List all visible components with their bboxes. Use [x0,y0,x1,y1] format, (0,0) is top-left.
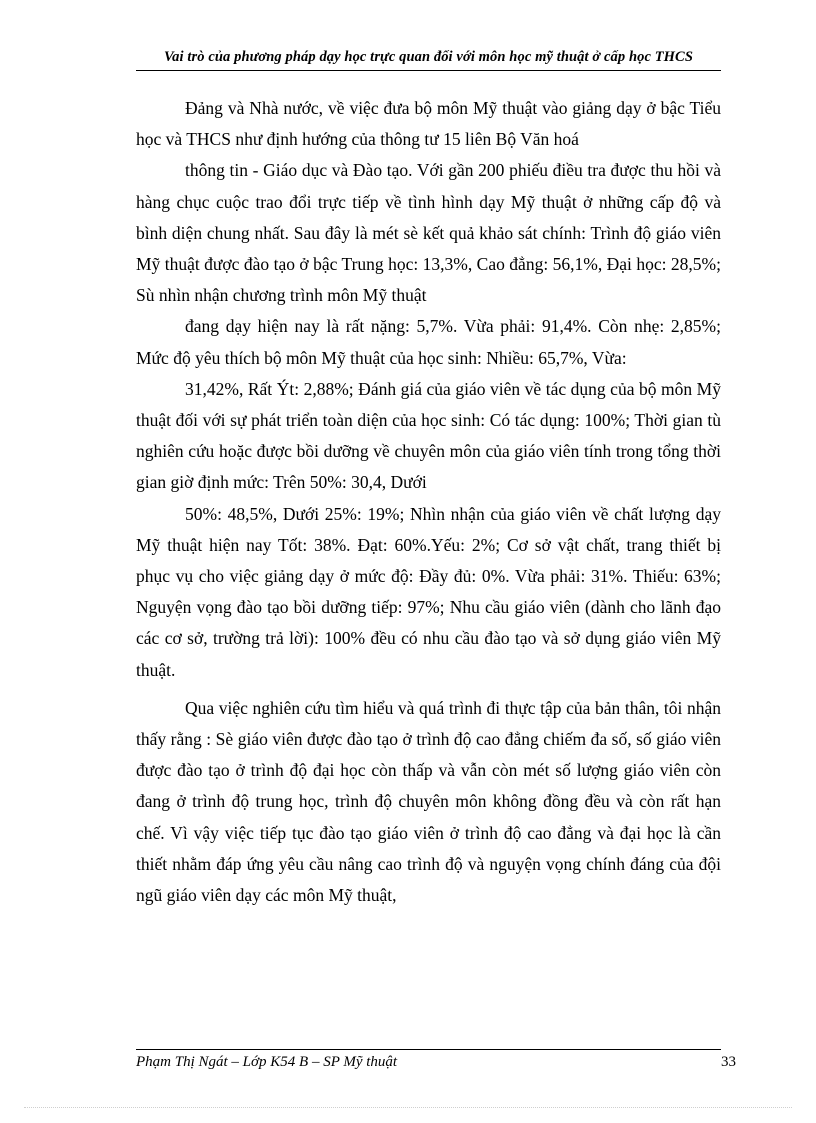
paragraph: Đảng và Nhà nước, về việc đưa bộ môn Mỹ thuật vào giảng dạy ở bậc Tiểu học và THCS như định hướng của thông tư 15 liên Bộ Văn hoá [136,98,721,150]
body-text [136,93,721,911]
header-divider [136,70,721,71]
paragraph: đang dạy hiện nay là rất nặng: 5,7%. Vừa phải: 91,4%. Còn nhẹ: 2,85%; Mức độ yêu thích bộ môn Mỹ thuật của học sinh: Nhiều: 65,7%, Vừa: [136,316,721,368]
running-header-title: Vai trò của phương pháp dạy học trực quan đối với môn học mỹ thuật ở cấp học THCS [164,49,693,65]
footer-divider [136,1049,721,1050]
page-bottom-border [24,1107,792,1108]
footer-author: Phạm Thị Ngát – Lớp K54 B – SP Mỹ thuật [136,1054,398,1070]
paragraph: 50%: 48,5%, Dưới 25%: 19%; Nhìn nhận của giáo viên về chất lượng dạy Mỹ thuật hiện nay Tốt: 38%. Đạt: 60%.Yếu: 2%; Cơ sở vật chất, trang thiết bị phục vụ cho việc giảng dạy ở mức độ: Đầy đủ: 0%. Vừa phải: 31%. Thiếu: 63%; Nguyện vọng đào tạo bồi dưỡng tiếp: 97%; Nhu cầu giáo viên (dành cho lãnh đạo các cơ sở, trường trả lời): 100% đều có nhu cầu đào tạo và sở dụng giáo viên Mỹ thuật. [136,503,721,680]
paragraph: thông tin - Giáo dục và Đào tạo. Với gần 200 phiếu điều tra được thu hồi và hàng chục cuộc trao đổi trực tiếp về tình hình dạy Mỹ thuật ở những cấp độ và bình diện chung nhất. Sau đây là mét sè kết quả khảo sát chính: Trình độ giáo viên Mỹ thuật được đào tạo ở bậc Trung học: 13,3%, Cao đẳng: 56,1%, Đại học: 28,5%; Sù nhìn nhận chương trình môn Mỹ thuật [136,160,721,306]
paragraph: 31,42%, Rất Ýt: 2,88%; Đánh giá của giáo viên về tác dụng của bộ môn Mỹ thuật đối với sự phát triển toàn diện của học sinh: Có tác dụng: 100%; Thời gian tù nghiên cứu hoặc được bồi dưỡng về chuyên môn của giáo viên tính trong tổng thời gian giờ định mức: Trên 50%: 30,4, Dưới [136,378,721,493]
page-number: 33 [721,1054,736,1070]
paragraph: Qua việc nghiên cứu tìm hiểu và quá trình đi thực tập của bản thân, tôi nhận thấy rằng : Sè giáo viên được đào tạo ở trình độ cao đẳng chiếm đa số, số giáo viên được đào tạo ở trình độ đại học còn thấp và vẫn còn mét số lượng giáo viên còn đang ở trình độ trung học, trình độ chuyên môn không đồng đều và còn rất hạn chế. Vì vậy việc tiếp tục đào tạo giáo viên ở trình độ cao đẳng và đại học là cần thiết nhằm đáp ứng yêu cầu nâng cao trình độ và nguyện vọng chính đáng của đội ngũ giáo viên dạy các môn Mỹ thuật, [136,697,721,906]
